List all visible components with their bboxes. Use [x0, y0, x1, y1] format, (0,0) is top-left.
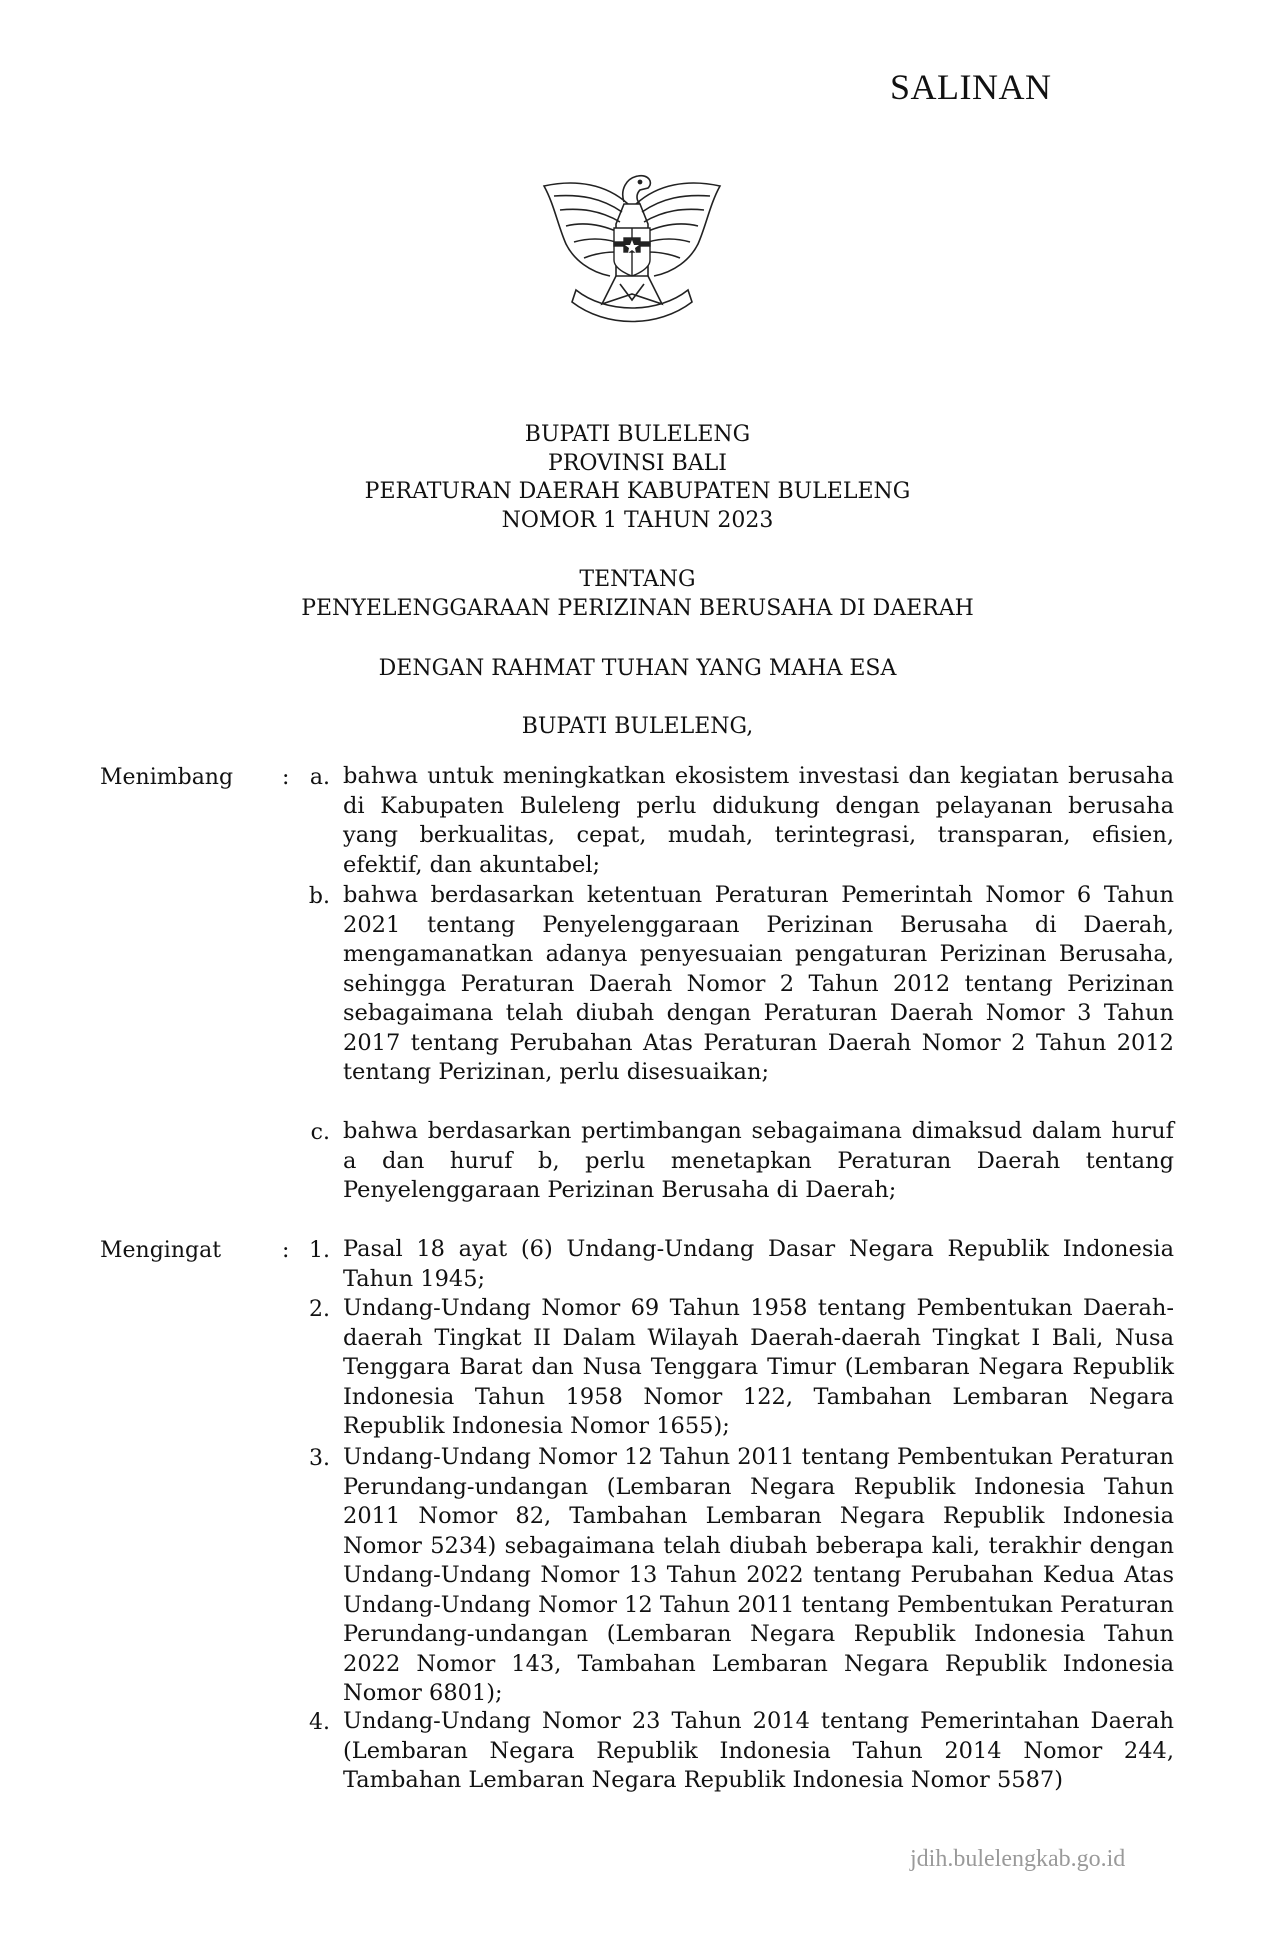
office-title: BUPATI BULELENG: [524, 422, 751, 447]
list-marker: 2.: [309, 1297, 330, 1322]
menimbang-item-c: bahwa berdasarkan pertimbangan sebagaimana dimaksud dalam huruf a dan huruf b, perlu menetapkan Peraturan Daerah tentang Penyelenggaraan Perizinan Berusaha di Daerah;: [343, 1118, 1174, 1203]
province-title: PROVINSI BALI: [548, 451, 727, 476]
list-marker: 4.: [309, 1710, 330, 1735]
mengingat-item-4: Undang-Undang Nomor 23 Tahun 2014 tentang Pemerintahan Daerah (Lembaran Negara Republik Indonesia Tahun 2014 Nomor 244, Tambahan Lembaran Negara Republik Indonesia Nomor 5587): [343, 1708, 1174, 1793]
mengingat-colon: :: [282, 1238, 290, 1263]
salinan-stamp: SALINAN: [890, 67, 1052, 107]
list-marker: 3.: [309, 1446, 330, 1471]
list-marker: b.: [308, 884, 330, 909]
mengingat-item-1: Pasal 18 ayat (6) Undang-Undang Dasar Negara Republik Indonesia Tahun 1945;: [343, 1236, 1174, 1292]
mengingat-item-2: Undang-Undang Nomor 69 Tahun 1958 tentang Pembentukan Daerah-daerah Tingkat II Dalam Wilayah Daerah-daerah Tingkat I Bali, Nusa Tenggara Barat dan Nusa Tenggara Timur (Lembaran Negara Republik Indonesia Tahun 1958 Nomor 122, Tambahan Lembaran Negara Republik Indonesia Nomor 1655);: [343, 1295, 1174, 1439]
menimbang-item-b: bahwa berdasarkan ketentuan Peraturan Pemerintah Nomor 6 Tahun 2021 tentang Penyelenggaraan Perizinan Berusaha di Daerah, mengamanatkan adanya penyesuaian pengaturan Perizinan Berusaha, sehingga Peraturan Daerah Nomor 2 Tahun 2012 tentang Perizinan sebagaimana telah diubah dengan Peraturan Daerah Nomor 3 Tahun 2017 tentang Perubahan Atas Peraturan Daerah Nomor 2 Tahun 2012 tentang Perizinan, perlu disesuaikan;: [343, 882, 1174, 1085]
blessing-line: DENGAN RAHMAT TUHAN YANG MAHA ESA: [378, 656, 897, 681]
garuda-emblem-icon: [536, 164, 728, 334]
mengingat-label: Mengingat: [100, 1238, 222, 1263]
about-heading: TENTANG: [579, 567, 696, 592]
menimbang-label: Menimbang: [100, 765, 234, 790]
regulation-number: NOMOR 1 TAHUN 2023: [501, 508, 774, 533]
list-marker: c.: [310, 1120, 330, 1145]
menimbang-colon: :: [282, 765, 290, 790]
menimbang-item-a: bahwa untuk meningkatkan ekosistem investasi dan kegiatan berusaha di Kabupaten Buleleng perlu didukung dengan pelayanan berusaha yang berkualitas, cepat, mudah, terintegrasi, transparan, efisien, efektif, dan akuntabel;: [343, 763, 1174, 878]
source-url: jdih.bulelengkab.go.id: [910, 1846, 1126, 1872]
regulation-title: PERATURAN DAERAH KABUPATEN BULELENG: [364, 479, 911, 504]
mengingat-item-3: Undang-Undang Nomor 12 Tahun 2011 tentang Pembentukan Peraturan Perundang-undangan (Lembaran Negara Republik Indonesia Tahun 2011 Nomor 82, Tambahan Lembaran Negara Republik Indonesia Nomor 5234) sebagaimana telah diubah beberapa kali, terakhir dengan Undang-Undang Nomor 13 Tahun 2022 tentang Perubahan Kedua Atas Undang-Undang Nomor 12 Tahun 2011 tentang Pembentukan Peraturan Perundang-undangan (Lembaran Negara Republik Indonesia Tahun 2022 Nomor 143, Tambahan Lembaran Negara Republik Indonesia Nomor 6801);: [343, 1444, 1174, 1706]
regulation-subject: PENYELENGGARAAN PERIZINAN BERUSAHA DI DAERAH: [301, 596, 974, 621]
list-marker: a.: [309, 765, 330, 790]
list-marker: 1.: [309, 1238, 330, 1263]
authority-line: BUPATI BULELENG,: [521, 714, 754, 739]
